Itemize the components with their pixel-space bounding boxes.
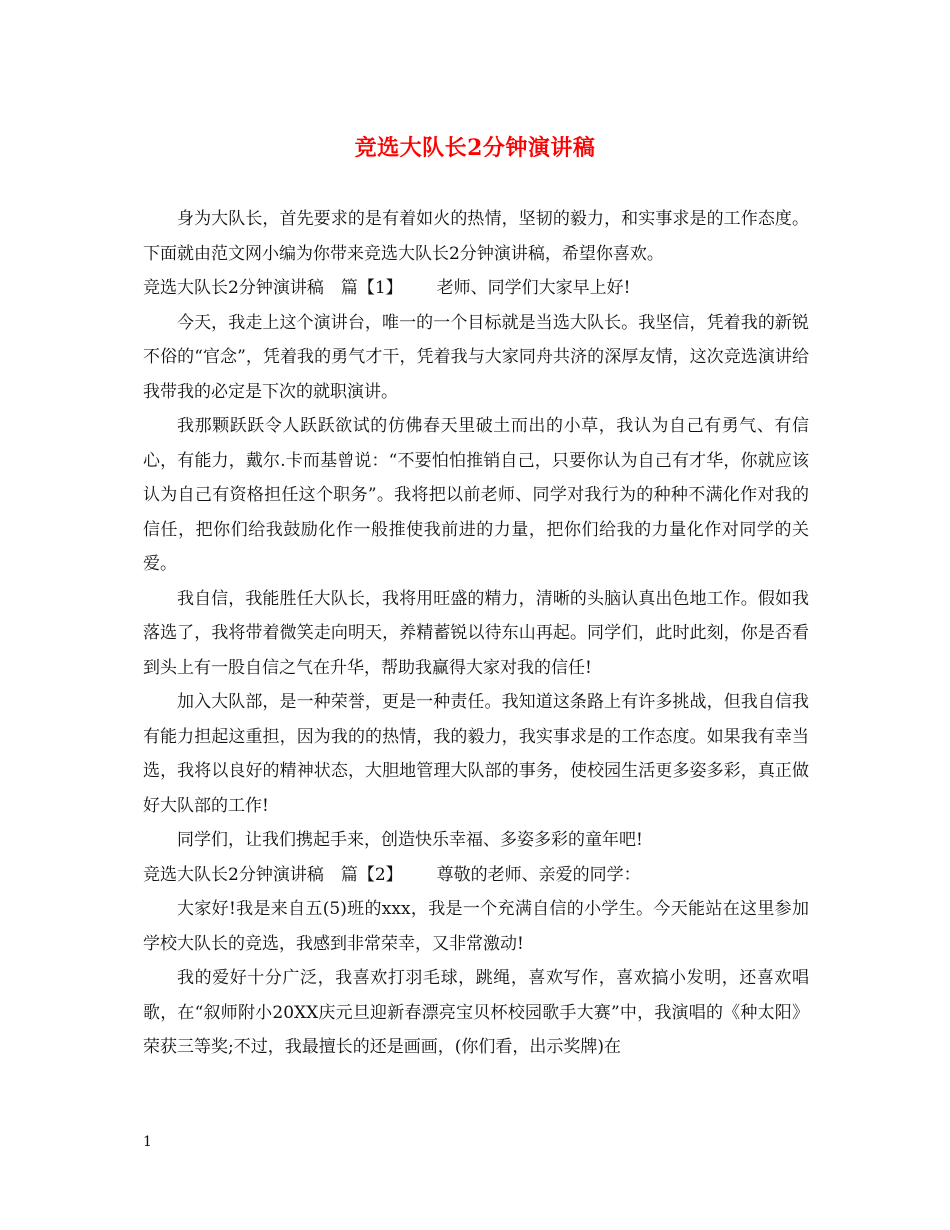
section-2-heading-line [143, 858, 809, 893]
section-1-heading: 竞选大队长2分钟演讲稿 [143, 278, 324, 298]
section-1-paragraph: 我那颗跃跃令人跃跃欲试的仿佛春天里破土而出的小草，我认为自己有勇气、有信心，有能力，戴尔.卡而基曾说：“不要怕怕推销自己，只要你认为自己有才华，你就应该认为自己有资格担任这个职务”。我将把以前老师、同学对我行为的种种不满化作对我的信任，把你们给我鼓励化作一般推使我前进的力量，把你们给我的力量化作对同学的关爱。 [143, 416, 809, 574]
section-1-tag: 篇【1】 [340, 278, 403, 298]
section-1-greeting: 老师、同学们大家早上好! [436, 278, 631, 298]
section-2-heading: 竞选大队长2分钟演讲稿 [143, 864, 324, 885]
section-1-paragraph: 同学们，让我们携起手来，创造快乐幸福、多姿多彩的童年吧! [177, 830, 643, 850]
section-1-paragraph: 今天，我走上这个演讲台，唯一的一个目标就是当选大队长。我坚信，凭着我的新锐不俗的“官念”，凭着我的勇气才干，凭着我与大家同舟共济的深厚友情，这次竞选演讲给我带我的必定是下次的就职演讲。 [143, 312, 809, 402]
intro-paragraph: 身为大队长，首先要求的是有着如火的热情，坚韧的毅力，和实事求是的工作态度。下面就由范文网小编为你带来竞选大队长2分钟演讲稿，希望你喜欢。 [143, 209, 809, 264]
section-1-paragraph: 我自信，我能胜任大队长，我将用旺盛的精力，清晰的头脑认真出色地工作。假如我落选了，我将带着微笑走向明天，养精蓄锐以待东山再起。同学们，此时此刻，你是否看到头上有一股自信之气在升华，帮助我赢得大家对我的信任! [143, 588, 809, 678]
section-2-paragraph: 我的爱好十分广泛，我喜欢打羽毛球，跳绳，喜欢写作，喜欢搞小发明，还喜欢唱歌，在“叙师附小20XX庆元旦迎新春漂亮宝贝杯校园歌手大赛”中，我演唱的《种太阳》荣获三等奖;不过，我最擅长的还是画画，(你们看，出示奖牌)在 [143, 968, 809, 1057]
page-number: 1 [143, 1134, 152, 1150]
section-1-paragraph: 加入大队部，是一种荣誉，更是一种责任。我知道这条路上有许多挑战，但我自信我有能力担起这重担，因为我的的热情，我的毅力，我实事求是的工作态度。如果我有幸当选，我将以良好的精神状态，大胆地管理大队部的事务，使校园生活更多姿多彩，真正做好大队部的工作! [143, 692, 809, 816]
section-1-heading-line [143, 271, 809, 306]
section-2-tag: 篇【2】 [340, 864, 403, 885]
document-title: 竞选大队长2分钟演讲稿 [354, 135, 596, 161]
section-2-greeting: 尊敬的老师、亲爱的同学： [436, 864, 641, 885]
document-body [143, 202, 809, 1065]
section-2-paragraph: 大家好!我是来自五(5)班的xxx，我是一个充满自信的小学生。今天能站在这里参加学校大队长的竞选，我感到非常荣幸，又非常激动! [143, 899, 809, 954]
